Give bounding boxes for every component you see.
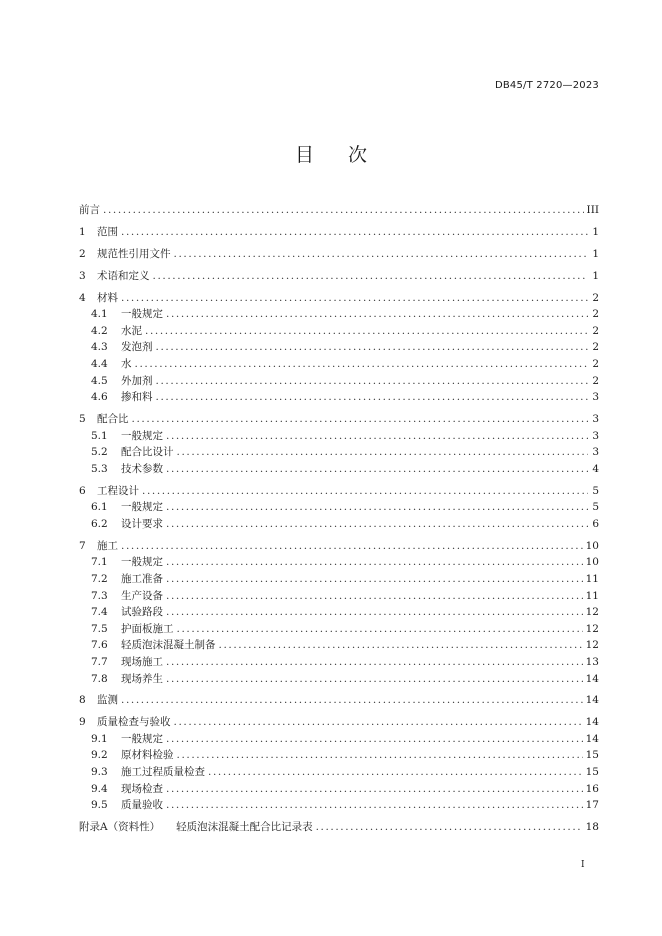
- toc-entry-title: 现场检查: [121, 782, 163, 795]
- toc-entry[interactable]: [79, 637, 599, 654]
- toc-entry[interactable]: [79, 461, 599, 478]
- dot-leader: [156, 373, 589, 390]
- toc-entry-page: 12: [585, 606, 599, 619]
- dot-leader: [166, 571, 583, 588]
- dot-leader: [142, 483, 588, 500]
- toc-entry-number: 4.1: [91, 308, 108, 321]
- toc-entry-page: 2: [592, 374, 599, 387]
- toc-entry-number: 9: [79, 716, 86, 729]
- toc-entry-number: 7.8: [91, 672, 108, 685]
- dot-leader: [121, 224, 588, 241]
- toc-entry-number: 1: [79, 225, 86, 238]
- toc-entry-page: 12: [585, 622, 599, 635]
- toc-entry[interactable]: [79, 444, 599, 461]
- toc-entry-title: 一般规定: [121, 501, 163, 514]
- toc-entry-number: 7.5: [91, 622, 108, 635]
- toc-entry[interactable]: [79, 571, 599, 588]
- toc-entry-page: 11: [585, 589, 599, 602]
- toc-entry-page: 1: [592, 269, 599, 282]
- toc-entry-number: 9.2: [91, 749, 108, 762]
- dot-leader: [166, 306, 588, 323]
- toc-entry-number: 7.4: [91, 606, 108, 619]
- toc-entry-number: 5: [79, 413, 86, 426]
- dot-leader: [166, 797, 583, 814]
- dot-leader: [177, 621, 583, 638]
- dot-leader: [135, 356, 589, 373]
- dot-leader: [153, 268, 589, 285]
- dot-leader: [166, 604, 583, 621]
- dot-leader: [166, 428, 588, 445]
- dot-leader: [219, 637, 583, 654]
- toc-entry[interactable]: [79, 306, 599, 323]
- toc-entry-title: 质量检查与验收: [97, 716, 171, 729]
- dot-leader: [166, 554, 583, 571]
- toc-entry-title: 一般规定: [121, 732, 163, 745]
- toc-entry[interactable]: [79, 499, 599, 516]
- toc-entry-title: 配合比: [97, 413, 129, 426]
- toc-entry-page: 14: [585, 716, 599, 729]
- toc-entry-page: 2: [592, 308, 599, 321]
- toc-entry-page: 11: [585, 572, 599, 585]
- toc-entry-number: 5.2: [91, 446, 108, 459]
- toc-entry-title: 前言: [79, 204, 100, 216]
- toc-entry-number: 4.6: [91, 391, 108, 404]
- toc-entry[interactable]: [79, 202, 599, 219]
- toc-entry-title: 一般规定: [121, 556, 163, 569]
- toc-entry-number: 8: [79, 694, 86, 707]
- toc-entry-page: 2: [592, 324, 599, 337]
- toc-entry[interactable]: [79, 268, 599, 285]
- toc-entry-title: 现场养生: [121, 672, 163, 685]
- toc-entry[interactable]: [79, 323, 599, 340]
- toc-entry-title: 质量验收: [121, 799, 163, 812]
- toc-entry-title: 工程设计: [97, 484, 139, 497]
- toc-entry-page: 5: [592, 484, 599, 497]
- toc-entry-page: 13: [585, 655, 599, 668]
- toc-entry[interactable]: [79, 389, 599, 406]
- toc-entry-number: 4.3: [91, 341, 108, 354]
- toc-entry[interactable]: [79, 356, 599, 373]
- dot-leader: [103, 202, 584, 219]
- dot-leader: [121, 538, 583, 555]
- toc-entry-page: 10: [585, 556, 599, 569]
- toc-entry[interactable]: [79, 604, 599, 621]
- dot-leader: [316, 819, 583, 836]
- toc-entry-title: 轻质泡沫混凝土制备: [121, 639, 216, 652]
- table-of-contents: [79, 202, 599, 836]
- dot-leader: [166, 499, 588, 516]
- toc-entry[interactable]: [79, 411, 599, 428]
- toc-entry-number: 9.1: [91, 732, 108, 745]
- toc-entry-title: 水泥: [121, 324, 142, 337]
- toc-entry[interactable]: [79, 224, 599, 241]
- toc-entry-page: 1: [592, 247, 599, 260]
- toc-entry-number: 9.4: [91, 782, 108, 795]
- toc-entry-page: 3: [592, 391, 599, 404]
- toc-entry-number: 7.6: [91, 639, 108, 652]
- toc-entry[interactable]: [79, 671, 599, 688]
- toc-entry-number: 7.7: [91, 655, 108, 668]
- toc-entry[interactable]: [79, 373, 599, 390]
- dot-leader: [166, 461, 588, 478]
- toc-entry-title: 一般规定: [121, 308, 163, 321]
- toc-entry-title: 水: [121, 357, 132, 370]
- toc-entry-title: 监测: [97, 694, 118, 707]
- toc-entry[interactable]: [79, 819, 599, 836]
- dot-leader: [166, 588, 583, 605]
- toc-entry-title: 发泡剂: [121, 341, 153, 354]
- toc-entry[interactable]: [79, 538, 599, 555]
- toc-entry[interactable]: [79, 554, 599, 571]
- dot-leader: [156, 339, 589, 356]
- toc-entry-title: 试验路段: [121, 606, 163, 619]
- dot-leader: [132, 411, 589, 428]
- toc-entry-title: 一般规定: [121, 429, 163, 442]
- toc-entry-page: 12: [585, 639, 599, 652]
- dot-leader: [166, 516, 588, 533]
- toc-entry-title: 外加剂: [121, 374, 153, 387]
- toc-entry[interactable]: [79, 731, 599, 748]
- toc-entry-title: 施工: [97, 539, 118, 552]
- dot-leader: [177, 747, 583, 764]
- toc-entry-page: 17: [585, 799, 599, 812]
- toc-entry[interactable]: [79, 516, 599, 533]
- toc-entry-title: 护面板施工: [121, 622, 174, 635]
- toc-entry-title: 配合比设计: [121, 446, 174, 459]
- toc-entry-title: 设计要求: [121, 517, 163, 530]
- toc-entry-number: 6: [79, 484, 86, 497]
- toc-entry-title: 技术参数: [121, 462, 163, 475]
- toc-entry-page: 1: [592, 225, 599, 238]
- toc-entry-title: 施工准备: [121, 572, 163, 585]
- toc-entry-page: 10: [585, 539, 599, 552]
- toc-entry-page: 3: [592, 446, 599, 459]
- toc-entry[interactable]: [79, 714, 599, 731]
- dot-leader: [121, 290, 588, 307]
- toc-entry-page: 15: [585, 749, 599, 762]
- toc-entry-title: 原材料检验: [121, 749, 174, 762]
- toc-entry-number: 4.2: [91, 324, 108, 337]
- toc-entry-number: 7: [79, 539, 86, 552]
- toc-entry-page: 3: [592, 413, 599, 426]
- toc-entry-number: 7.2: [91, 572, 108, 585]
- toc-entry-page: 4: [592, 462, 599, 475]
- dot-leader: [166, 671, 583, 688]
- toc-entry-page: 16: [585, 782, 599, 795]
- toc-entry[interactable]: [79, 797, 599, 814]
- toc-entry-number: 2: [79, 247, 86, 260]
- toc-entry-number: 附录A（资料性）: [79, 821, 161, 834]
- toc-entry[interactable]: [79, 654, 599, 671]
- toc-entry[interactable]: [79, 621, 599, 638]
- page-title: 目 次: [294, 144, 368, 166]
- toc-entry-number: 9.5: [91, 799, 108, 812]
- toc-entry[interactable]: [79, 339, 599, 356]
- toc-entry-number: 4.4: [91, 357, 108, 370]
- toc-entry-number: 6.2: [91, 517, 108, 530]
- toc-entry-title: 范围: [97, 225, 118, 238]
- toc-entry-title: 生产设备: [121, 589, 163, 602]
- toc-entry[interactable]: [79, 588, 599, 605]
- toc-entry-page: III: [586, 204, 599, 216]
- toc-entry-number: 7.1: [91, 556, 108, 569]
- toc-entry-number: 6.1: [91, 501, 108, 514]
- toc-entry-page: 14: [585, 694, 599, 707]
- toc-entry[interactable]: [79, 290, 599, 307]
- dot-leader: [174, 246, 589, 263]
- toc-entry-number: 3: [79, 269, 86, 282]
- toc-entry-number: 9.3: [91, 766, 108, 779]
- toc-entry[interactable]: [79, 747, 599, 764]
- toc-entry-title: 施工过程质量检查: [121, 766, 205, 779]
- dot-leader: [166, 731, 583, 748]
- dot-leader: [121, 692, 583, 709]
- toc-entry[interactable]: [79, 246, 599, 263]
- page-number: I: [581, 860, 585, 870]
- toc-entry-page: 14: [585, 732, 599, 745]
- toc-entry-number: 5.1: [91, 429, 108, 442]
- toc-entry-page: 6: [592, 517, 599, 530]
- toc-entry-title: 现场施工: [121, 655, 163, 668]
- dot-leader: [166, 781, 583, 798]
- toc-entry-page: 14: [585, 672, 599, 685]
- toc-entry-page: 2: [592, 357, 599, 370]
- dot-leader: [208, 764, 583, 781]
- toc-entry-number: 4: [79, 291, 86, 304]
- document-code: DB45/T 2720—2023: [494, 80, 599, 91]
- toc-entry-number: 4.5: [91, 374, 108, 387]
- toc-entry-title: 术语和定义: [97, 269, 150, 282]
- toc-entry-title: 规范性引用文件: [97, 247, 171, 260]
- dot-leader: [174, 714, 583, 731]
- toc-entry[interactable]: [79, 764, 599, 781]
- toc-entry-page: 3: [592, 429, 599, 442]
- toc-entry[interactable]: [79, 428, 599, 445]
- toc-entry-page: 2: [592, 341, 599, 354]
- toc-entry-title: 轻质泡沫混凝土配合比记录表: [176, 821, 313, 834]
- toc-entry[interactable]: [79, 483, 599, 500]
- dot-leader: [166, 654, 583, 671]
- dot-leader: [145, 323, 588, 340]
- toc-entry-page: 5: [592, 501, 599, 514]
- toc-entry-page: 15: [585, 766, 599, 779]
- toc-entry-number: 5.3: [91, 462, 108, 475]
- toc-entry-title: 材料: [97, 291, 118, 304]
- toc-entry-number: 7.3: [91, 589, 108, 602]
- toc-entry-page: 2: [592, 291, 599, 304]
- dot-leader: [177, 444, 589, 461]
- dot-leader: [156, 389, 589, 406]
- toc-entry-title: 掺和料: [121, 391, 153, 404]
- toc-entry[interactable]: [79, 781, 599, 798]
- toc-entry[interactable]: [79, 692, 599, 709]
- toc-entry-page: 18: [585, 821, 599, 834]
